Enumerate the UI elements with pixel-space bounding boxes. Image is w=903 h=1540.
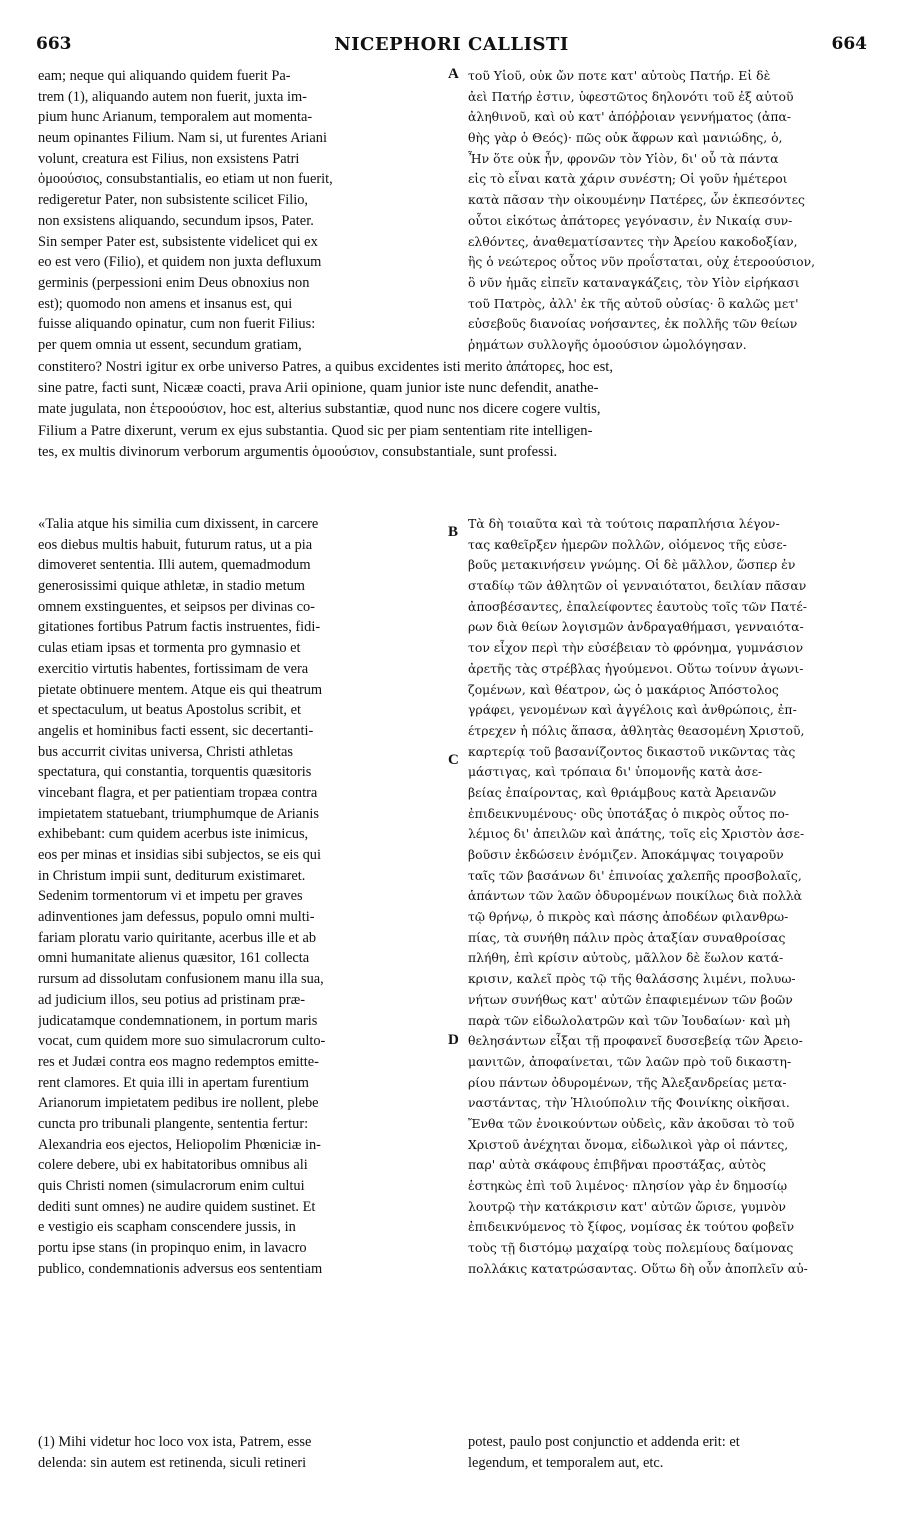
text-line: Χριστοῦ ἀνέχηται ὄνομα, εἰδωλικοὶ γὰρ οἱ πάντες, [468, 1136, 789, 1152]
footnote-left [38, 1432, 444, 1473]
text-line: κρισιν, καλεῖ πρὸς τῷ τῆς θαλάσσης λιμένι, πολυω- [468, 971, 796, 987]
text-line: ἐπιδεικνυμένους· οὓς ὑποτάξας ὁ πικρὸς οὗτος πο- [468, 805, 790, 821]
text-line: λουτρῷ τὴν κατάκρισιν κατ' αὐτῶν ὥρισε, γυμνὸν [468, 1198, 786, 1214]
text-line: culas etiam ipsas et tormenta pro gymnasio et [38, 640, 301, 657]
text-line: germinis (perpessioni enim Deus obnoxius non [38, 274, 310, 291]
text-line: Ἦν ὅτε οὐκ ἦν, φρονῶν τὸν Υἱὸν, δι' οὗ τὰ πάντα [468, 150, 779, 166]
text-line: exhibebant: cum quidem acerbus iste inimicus, [38, 826, 309, 843]
text-line: neum opinantes Filium. Nam si, ut furentes Ariani [38, 130, 327, 147]
text-line: judicatamque condemnationem, in portum maris [38, 1012, 318, 1029]
text-line: e vestigio eis scapham conscendere jussis, in [38, 1219, 296, 1236]
text-line: νήτων συνήθως κατ' αὐτῶν ἐπαφιεμένων τῶν βοῶν [468, 991, 793, 1007]
text-line: constitero? Nostri igitur ex orbe universo Patres, a quibus excidentes isti merito ἀπάτορες, hoc est, [38, 359, 613, 375]
text-line: Sedenim tormentorum vi et impetu per graves [38, 888, 303, 905]
text-line: καρτερίᾳ τοῦ βασανίζοντος δικαστοῦ νικῶντας τὰς [468, 743, 796, 759]
text-line: dediti sunt omnes) ne audire quidem sustinet. Et [38, 1198, 316, 1215]
text-line: rent clamores. Et quia illi in apertam furentium [38, 1074, 309, 1091]
text-line: πλήθη, ἐπὶ κρίσιν αὐτοὺς, μᾶλλον δὲ ἕωλον κατά- [468, 950, 784, 966]
text-line: exercitio virtutis habentes, fortissimam de vera [38, 660, 309, 677]
text-line: et spectaculum, ut beatus Apostolus scribit, et [38, 702, 301, 719]
text-line: spectatura, qui constantia, torquentis quæsitoris [38, 764, 312, 781]
text-line: μάστιγας, καὶ τρόπαια δι' ὑπομονῆς κατὰ ἀσε- [468, 764, 763, 780]
text-line: θελησάντων εἶξαι τῇ προφανεῖ δυσσεβείᾳ τῶν Ἀρειο- [468, 1033, 803, 1049]
text-line: quis Christi nomen (simulacrorum enim cultui [38, 1178, 305, 1194]
text-line: est); quomodo non amens et insanus est, qui [38, 295, 293, 312]
text-line: dimoveret sententia. Illi autem, quemadmodum [38, 557, 311, 574]
text-line: ἐπιδεικνύμενος τὸ ξίφος, νομίσας ἐκ τούτου φοβεῖν [468, 1219, 795, 1235]
margin-letter-b: B [448, 524, 459, 540]
margin-letter-a: A [448, 66, 459, 82]
footnote-line: legendum, et temporalem aut, etc. [468, 1454, 664, 1471]
text-line: ἀεὶ Πατήρ ἐστιν, ὑφεστῶτος δηλονότι τοῦ ἐξ αὐτοῦ [468, 88, 794, 104]
text-line: ἁπάντων τῶν λαῶν ὀδυρομένων ποικίλως διὰ πολλὰ [468, 888, 803, 904]
full-width-latin [38, 357, 873, 463]
text-line: ναστάντας, τὴν Ἡλιούπολιν τῆς Φοινίκης οἰκῆσαι. [468, 1095, 790, 1111]
latin-column-1 [38, 66, 444, 356]
latin-column-2 [38, 514, 444, 1279]
text-line: παρ' αὐτὰ σκάφους ἐπιβῆναι προστάξας, αὐτὸς [468, 1157, 766, 1173]
text-line: gitationes fortibus Patrum factis instruentes, fidi- [38, 619, 321, 636]
text-line: τοῦ Πατρὸς, ἀλλ' ἐκ τῆς αὐτοῦ οὐσίας· ὃ καλῶς μετ' [468, 295, 799, 311]
text-line: ἑστηκὼς ἐπὶ τοῦ λιμένος· πλησίον γὰρ ἐν δημοσίῳ [468, 1178, 788, 1193]
text-line: adinventiones jam defessus, populo omni multi- [38, 909, 315, 926]
text-line: ὁμοούσιος, consubstantialis, eo etiam ut non fuerit, [38, 171, 333, 188]
text-line: publico, condemnationis adversus eos sententiam [38, 1260, 323, 1277]
text-line: ταῖς τῶν βασάνων δι' ἐπινοίας χαλεπῆς προσβολαῖς, [468, 867, 802, 883]
text-line: γράφει, γενομένων καὶ ἀγγέλοις καὶ ἀνθρώποις, ἐπ- [468, 702, 797, 718]
text-line: eos per minas et insidias sibi subjectos, se eis qui [38, 847, 321, 863]
text-line: ἀποσβέσαντες, ἐπαλείφοντες ἑαυτοὺς τοῖς τῶν Πατέ- [468, 598, 807, 614]
text-line: έτρεχεν ἡ πόλις ἅπασα, ἀθλητὰς θεασομένη Χριστοῦ, [468, 722, 805, 738]
margin-letter-d: D [448, 1032, 459, 1048]
text-line: bus accurrit civitas universa, Christi athletas [38, 743, 293, 760]
text-line: ελθόντες, ἀναθεματίσαντες τὴν Ἀρείου κακοδοξίαν, [468, 233, 798, 249]
text-line: τῷ θρήνῳ, ὁ πικρὸς καὶ πάσης ἀποδέων φιλανθρω- [468, 909, 789, 925]
footnote-line: potest, paulo post conjunctio et addenda erit: et [468, 1434, 740, 1450]
text-line: ἀρετῆς τὰς στρέβλας ἡγούμενοι. Οὕτω τοίνυν ἀγωνι- [468, 660, 804, 676]
text-line: «Talia atque his similia cum dixissent, in carcere [38, 516, 319, 532]
text-line: ρίου πάντων ὀδυρομένων, τῆς Ἀλεξανδρείας μετα- [468, 1074, 787, 1090]
text-line: redigeretur Pater, non subsistente scilicet Filio, [38, 192, 308, 209]
text-line: colere debere, ubi ex habitatoribus omnibus ali [38, 1157, 308, 1174]
footnote-right [468, 1432, 873, 1473]
greek-column-1 [468, 66, 873, 356]
text-line: cuncta pro tribunali plangente, sententia fertur: [38, 1115, 309, 1132]
text-line: mate jugulata, non ἑτεροούσιον, hoc est, alterius substantiæ, quod nunc nos dicere cogere vultis, [38, 401, 601, 418]
margin-letter-c: C [448, 752, 459, 768]
text-line: ἀληθινοῦ, καὶ οὐ κατ' ἀπόῤῥοιαν γεννήματος (ἀπα- [468, 109, 792, 125]
text-line: βοῦσιν ἐκδώσειν ἐνόμιζεν. Ἀποκάμψας τοιγαροῦν [468, 847, 784, 862]
text-line: τοῦ Υἱοῦ, οὐκ ὤν ποτε κατ' αὐτοὺς Πατήρ. Εἰ δὲ [468, 68, 771, 83]
text-line: per quem omnia ut essent, secundum gratiam, [38, 336, 302, 353]
text-line: κατὰ πᾶσαν τὴν οἰκουμένην Πατέρες, ὧν ἐκπεσόντες [468, 192, 805, 208]
text-line: tes, ex multis divinorum verborum argumentis ὁμοούσιον, consubstantiale, sunt professi. [38, 443, 558, 460]
text-line: ρων διὰ θείων λογισμῶν ἀνδραγαθήμασι, γενναιότα- [468, 619, 804, 635]
text-line: portu ipse stans (in propinquo enim, in lavacro [38, 1240, 307, 1257]
text-line: angelis et hominibus facti essent, sic decertanti- [38, 722, 314, 739]
text-line: ad judicium illos, seu potius ad pristinam præ- [38, 991, 305, 1008]
text-line: Alexandria eos ejectos, Heliopolim Phœniciæ in- [38, 1136, 321, 1153]
text-line: fuisse aliquando opinatur, cum non fuerit Filius: [38, 316, 316, 333]
text-line: πίας, τὰ συνήθη πάλιν πρὸς ἀταξίαν συναθροίσας [468, 929, 786, 945]
text-line: μανιτῶν, ἀποφαίνεται, τῶν λαῶν πρὸ τοῦ δικαστη- [468, 1053, 792, 1069]
text-line: pietate obtinuere mentem. Atque eis qui theatrum [38, 681, 323, 698]
text-line: εὐσεβοῦς διανοίας νοήσαντες, ἐκ πολλῆς τῶν θείων [468, 316, 798, 332]
text-line: ζομένων, καὶ θέατρον, ὡς ὁ μακάριος Ἀπόστολος [468, 681, 779, 697]
text-line: trem (1), aliquando autem non fuerit, juxta im- [38, 88, 307, 105]
text-line: βείας ἐπαίροντας, καὶ θριάμβους κατὰ Ἀρειανῶν [468, 784, 777, 800]
greek-column-2 [468, 514, 873, 1279]
text-line: fariam ploratu vario quiritante, acerbus ille et ab [38, 929, 317, 946]
text-line: ἣς ὁ νεώτερος οὗτος νῦν προΐσταται, οὐχ ἑτεροούσιον, [468, 254, 816, 270]
text-line: οὗτοι εἰκότως ἀπάτορες γεγόνασιν, ἐν Νικαίᾳ συν- [468, 212, 793, 228]
footnote-line: (1) Mihi videtur hoc loco vox ista, Patrem, esse [38, 1434, 312, 1450]
text-line: res et Judæi contra eos magno redemptos emitte- [38, 1053, 319, 1070]
text-line: Filium a Patre dixerunt, verum ex ejus substantia. Quod sic per piam sententiam rite intelligen- [38, 422, 593, 439]
text-line: τον εἶχον περὶ τὴν εὐσέβειαν τὸ φρόνημα, γυμνάσιον [468, 640, 804, 656]
text-line: σταδίῳ τῶν ἀθλητῶν οἱ γενναιότατοι, δειλίαν πᾶσαν [468, 578, 807, 594]
text-line: pium hunc Arianum, temporalem aut momenta- [38, 109, 313, 126]
page-header [36, 34, 867, 56]
text-line: sine patre, facti sunt, Nicææ coacti, prava Arii opinione, quam junior iste nunc defendit, anathe- [38, 380, 599, 397]
text-line: eam; neque qui aliquando quidem fuerit Pa- [38, 68, 291, 84]
text-line: τας καθεῖρξεν ἡμερῶν πολλῶν, οἰόμενος τῆς εὐσε- [468, 536, 787, 552]
text-line: βοῦς μετακινήσειν γνώμης. Οἱ δὲ μᾶλλον, ὥσπερ ἐν [468, 557, 796, 573]
text-line: eo est vero (Filio), et quidem non juxta defluxum [38, 254, 322, 271]
text-line: vocat, cum quidem more suo simulacrorum culto- [38, 1033, 326, 1050]
text-line: ῥημάτων συλλογῆς ὁμοούσιον ὡμολόγησαν. [468, 336, 747, 352]
text-line: generosissimi quique athletæ, in stadio metum [38, 578, 305, 595]
text-line: in Christum impii sunt, dediturum existimaret. [38, 867, 306, 884]
text-line: vincebant flagra, et per patientiam tropæa contra [38, 784, 318, 801]
text-line: Τὰ δὴ τοιαῦτα καὶ τὰ τούτοις παραπλήσια λέγον- [468, 516, 780, 531]
text-line: ὃ νῦν ἡμᾶς εἰπεῖν καταναγκάζεις, τὸν Υἱὸν εἰρήκασι [468, 274, 800, 290]
text-line: Sin semper Pater est, subsistente videlicet qui ex [38, 233, 318, 250]
text-line: rursum ad dissolutam confusionem manu illa sua, [38, 971, 324, 988]
text-line: omni humanitate alienus quæsitor, 161 collecta [38, 950, 310, 967]
page-number-right: 664 [831, 34, 867, 54]
text-line: non exsistens aliquando, secundum ipsos, Pater. [38, 212, 314, 229]
text-line: volunt, creatura est Filius, non exsistens Patri [38, 150, 300, 167]
page-number-left: 663 [36, 34, 72, 54]
text-line: impietatem statuebant, triumphumque de Arianis [38, 805, 319, 822]
running-title: NICEPHORI CALLISTI [334, 34, 569, 55]
text-line: πολλάκις κατατρώσαντας. Οὕτω δὴ οὖν ἀποπλεῖν αὐ- [468, 1260, 808, 1276]
footnote-line: delenda: sin autem est retinenda, siculi retineri [38, 1454, 307, 1471]
text-line: θὴς γὰρ ὁ Θεός)· πῶς οὐκ ἄφρων καὶ μανιώδης, ὁ, [468, 130, 783, 146]
text-line: Arianorum impietatem pedibus ire nollent, plebe [38, 1095, 319, 1112]
text-line: Ἔνθα τῶν ἐνοικούντων οὐδεὶς, κἂν ἀκοῦσαι τὸ τοῦ [468, 1115, 795, 1131]
text-line: εἰς τὸ εἶναι κατὰ χάριν συνέστη; Οἱ γοῦν ἡμέτεροι [468, 171, 788, 187]
text-line: τοὺς τῇ διστόμῳ μαχαίρᾳ τοὺς πολεμίους δαίμονας [468, 1240, 794, 1256]
text-line: λέμιος δι' ἀπειλῶν καὶ ἀπάτης, τοῖς εἰς Χριστὸν ἀσε- [468, 826, 805, 842]
text-line: omnem exstinguentes, et seipsos per divinas co- [38, 598, 315, 615]
text-line: παρὰ τῶν εἰδωλολατρῶν καὶ τῶν Ἰουδαίων· καὶ μὴ [468, 1012, 790, 1028]
text-line: eos diebus multis habuit, futurum ratus, ut a pia [38, 536, 313, 553]
